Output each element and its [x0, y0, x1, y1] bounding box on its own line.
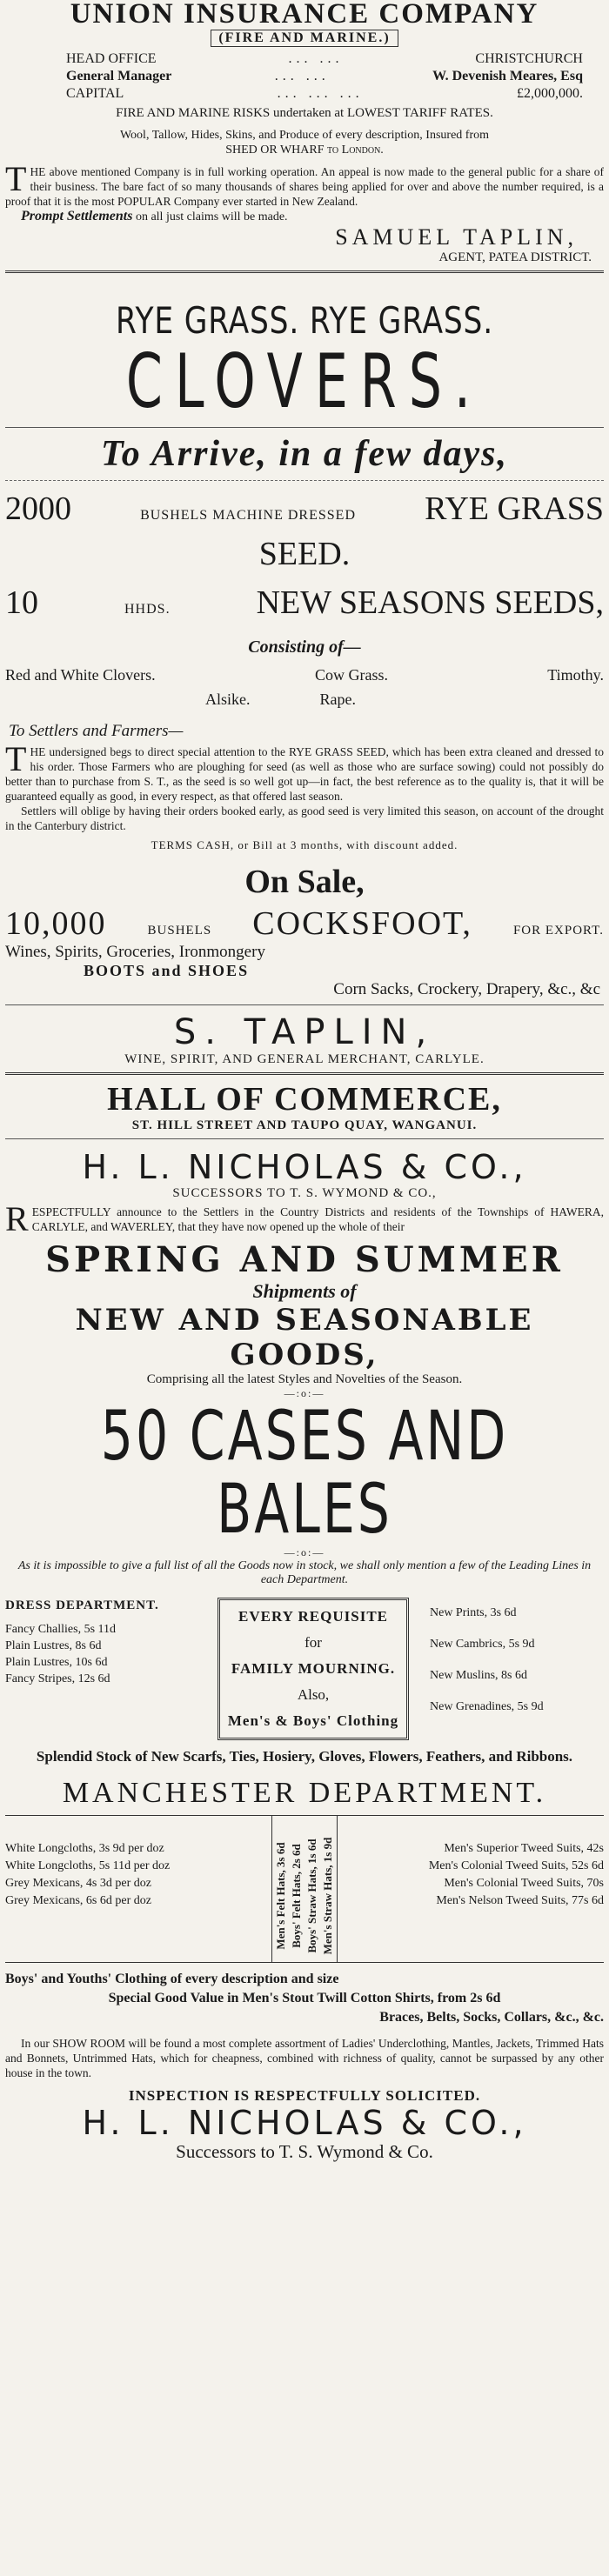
divider — [5, 1004, 604, 1005]
merchant-role: WINE, SPIRIT, AND GENERAL MERCHANT, CARLYLE. — [124, 1052, 485, 1066]
print-item: New Muslins, 8s 6d — [430, 1669, 528, 1682]
hall-of-commerce-ad — [5, 1080, 604, 2163]
company-name-footer: H. L. NICHOLAS & CO., — [82, 2104, 527, 2142]
prompt-settlements: Prompt Settlements — [21, 209, 133, 224]
hall-intro-text: ESPECTFULLY announce to the Settlers in the Country Districts and residents of the Townships of HAWERA, CARLYLE, and WAVERLEY, that they have now opened up the whole of their — [31, 1205, 604, 1233]
wines-line: Wines, Spirits, Groceries, Ironmongery — [5, 943, 265, 961]
seed-item: Timothy. — [547, 666, 604, 684]
union-body-text: HE above mentioned Company is in full working operation. An appeal is now made to the general public for a share of their business. The bare fact of so many thousands of shares being applied for over and above the number required, is a proof that it is the most POPULAR Company ever started in New Zealand. — [5, 165, 604, 208]
seed-items-row — [5, 663, 604, 687]
office-dots: ... ... — [288, 51, 344, 66]
rye-heading: RYE GRASS. RYE GRASS. — [115, 299, 494, 342]
man-item: Men's Colonial Tweed Suits, 52s 6d — [428, 1859, 604, 1872]
mourning-line: for — [304, 1634, 322, 1651]
company-name: H. L. NICHOLAS & CO., — [82, 1148, 527, 1186]
settlers-body2: Settlers will oblige by having their orders booked early, as good seed is very limited this season, on account of the drought in the Canterbury district. — [5, 804, 604, 832]
union-title: UNION INSURANCE COMPANY — [70, 0, 539, 30]
inspection-line: INSPECTION IS RESPECTFULLY SOLICITED. — [128, 2087, 481, 2104]
qty-number: 10,000 — [5, 905, 107, 942]
qty-unit: HHDS. — [124, 602, 171, 617]
qty-unit: BUSHELS — [147, 924, 212, 938]
drop-cap: T — [5, 739, 27, 778]
rye-line-2000 — [5, 490, 604, 535]
seed-item: Cow Grass. — [314, 666, 388, 684]
drop-cap: R — [5, 1199, 29, 1238]
section-divider — [5, 1072, 604, 1075]
hall-address: ST. HILL STREET AND TAUPO QUAY, WANGANUI. — [131, 1118, 478, 1132]
office-label: General Manager — [66, 69, 172, 83]
impossible-note: As it is impossible to give a full list of all the Goods now in stock, we shall only mention a few of the Leading Lines in each Department. — [17, 1559, 592, 1586]
man-item: Men's Nelson Tweed Suits, 77s 6d — [436, 1894, 604, 1907]
divider — [5, 480, 604, 481]
hats-column — [271, 1816, 338, 1962]
hall-intro — [5, 1199, 604, 1238]
prints-list — [430, 1598, 604, 1723]
union-wool-line: Wool, Tallow, Hides, Skins, and Produce of every description, Insured from — [119, 129, 490, 142]
product-name: NEW SEASONS SEEDS, — [256, 584, 604, 621]
seed-item: Red and White Clovers. — [5, 666, 156, 684]
dress-item: Fancy Stripes, 12s 6d — [5, 1672, 110, 1685]
spring-summer-heading: SPRING AND SUMMER — [45, 1239, 564, 1280]
successors-line: SUCCESSORS TO T. S. WYMOND & CO., — [172, 1186, 437, 1200]
shipments-heading: Shipments of — [252, 1280, 357, 1302]
divider — [5, 1138, 604, 1139]
dress-department — [5, 1598, 604, 1740]
dress-item: Plain Lustres, 10s 6d — [5, 1656, 108, 1669]
mourning-line: Also, — [297, 1686, 330, 1703]
suits-list — [369, 1816, 604, 1962]
office-label: HEAD OFFICE — [66, 51, 157, 66]
dress-heading: DRESS DEPARTMENT. — [5, 1598, 159, 1612]
dress-item: Plain Lustres, 8s 6d — [5, 1639, 102, 1652]
longcloth-list — [5, 1816, 240, 1962]
rye-line-10 — [5, 584, 604, 629]
fifty-cases-heading: 50 CASES AND BALES — [100, 1398, 509, 1549]
mourning-line: EVERY REQUISITE — [238, 1608, 388, 1625]
office-label: CAPITAL — [66, 86, 124, 101]
ornament: —:o:— — [284, 1387, 325, 1399]
special-line: Special Good Value in Men's Stout Twill Cotton Shirts, from 2s 6d — [108, 1991, 501, 2005]
office-value: CHRISTCHURCH — [475, 51, 583, 66]
successors-footer: Successors to T. S. Wymond & Co. — [176, 2141, 433, 2162]
office-dots: ... ... — [274, 69, 330, 83]
splendid-stock: Splendid Stock of New Scarfs, Ties, Hosiery, Gloves, Flowers, Feathers, and Ribbons. — [36, 1748, 573, 1765]
on-sale-heading: On Sale, — [244, 864, 365, 900]
hall-title: HALL OF COMMERCE, — [107, 1081, 502, 1118]
office-row — [66, 85, 583, 103]
hat-item: Men's Straw Hats, 1s 9d — [321, 1837, 334, 1955]
union-body — [5, 159, 604, 209]
union-wool-line2: SHED OR WHARF to London. — [225, 143, 384, 157]
prompt-rest: on all just claims will be made. — [135, 210, 288, 224]
mourning-line: Men's & Boys' Clothing — [227, 1712, 399, 1729]
man-item: Men's Superior Tweed Suits, 42s — [444, 1842, 604, 1855]
print-item: New Prints, 3s 6d — [430, 1606, 517, 1619]
qty-number: 10 — [5, 584, 38, 621]
union-office-table — [5, 47, 604, 103]
qty-number: 2000 — [5, 491, 71, 527]
export-note: FOR EXPORT. — [512, 924, 604, 938]
clovers-heading: CLOVERS. — [125, 338, 484, 425]
new-seasonable-heading: NEW AND SEASONABLE GOODS, — [75, 1303, 534, 1372]
terms: TERMS CASH, or Bill at 3 months, with discount added. — [151, 838, 458, 851]
boys-clothing — [5, 1970, 604, 2027]
hat-item: Boys' Felt Hats, 2s 6d — [290, 1844, 303, 1948]
manchester-heading: MANCHESTER DEPARTMENT. — [62, 1777, 547, 1809]
man-item: White Longcloths, 5s 11d per doz — [5, 1859, 171, 1872]
seed-item: Rape. — [319, 691, 356, 708]
cocksfoot-line — [5, 904, 604, 943]
union-insurance-ad — [5, 0, 604, 265]
union-wool — [5, 128, 604, 157]
man-item: Grey Mexicans, 6s 6d per doz — [5, 1894, 151, 1907]
settlers-heading: To Settlers and Farmers— — [9, 722, 184, 740]
union-prompt-line — [5, 209, 604, 224]
settlers-body — [5, 739, 604, 804]
office-value: £2,000,000. — [517, 86, 583, 101]
dress-list — [5, 1598, 197, 1687]
dress-item: Fancy Challies, 5s 11d — [5, 1623, 117, 1636]
product-name: RYE GRASS — [425, 491, 604, 527]
agent-name: SAMUEL TAPLIN, — [335, 224, 578, 250]
show-room: In our SHOW ROOM will be found a most complete assortment of Ladies' Underclothing, Mantles, Jackets, Trimmed Hats and Bonnets, Untrimmed Hats, which for cheapness, combined with richness of quality, cannot be surpassed by any other house in the town. — [5, 2037, 604, 2079]
qty-unit: BUSHELS MACHINE DRESSED — [140, 508, 356, 523]
product-name-cont: SEED. — [258, 536, 351, 572]
section-divider — [5, 270, 604, 273]
man-item: White Longcloths, 3s 9d per doz — [5, 1842, 164, 1855]
boys-line: Boys' and Youths' Clothing of every description and size — [5, 1972, 339, 1986]
comprising-line: Comprising all the latest Styles and Novelties of the Season. — [146, 1372, 463, 1386]
braces-line: Braces, Belts, Socks, Collars, &c., &c. — [379, 2010, 604, 2025]
mourning-box — [218, 1598, 409, 1740]
rye-grass-ad — [5, 299, 604, 1067]
union-subtitle: (FIRE AND MARINE.) — [211, 30, 398, 47]
fifty-cases-wrap — [5, 1398, 604, 1549]
office-row — [66, 68, 583, 85]
boots-line: BOOTS and SHOES — [84, 962, 250, 979]
hat-item: Boys' Straw Hats, 1s 6d — [305, 1839, 318, 1953]
man-item: Grey Mexicans, 4s 3d per doz — [5, 1877, 151, 1890]
seed-item: Alsike. — [205, 691, 251, 708]
arrive-heading: To Arrive, in a few days, — [100, 434, 509, 474]
settlers-body-text: HE undersigned begs to direct special attention to the RYE GRASS SEED, which has been extra cleaned and dressed to his order. Those Farmers who are ploughing for seed (as well as those who are surface sowing) could not possibly do better than to purchase from S. T., as the seed is so well got up—in fact, the best reference as to the quality is, that it will be guaranteed equally as good, in every respect, as that offered last season. — [5, 745, 604, 803]
office-dots: ... ... ... — [277, 86, 364, 101]
print-item: New Cambrics, 5s 9d — [430, 1638, 535, 1651]
hat-item: Men's Felt Hats, 3s 6d — [274, 1842, 287, 1950]
merchant-name: S. TAPLIN, — [173, 1012, 436, 1052]
mourning-line: FAMILY MOURNING. — [231, 1660, 396, 1677]
union-risks: FIRE AND MARINE RISKS undertaken at LOWEST TARIFF RATES. — [116, 106, 493, 120]
drop-cap: T — [5, 159, 27, 198]
product-name: COCKSFOOT, — [252, 905, 472, 942]
man-item: Men's Colonial Tweed Suits, 70s — [444, 1877, 604, 1890]
print-item: New Grenadines, 5s 9d — [430, 1700, 544, 1713]
agent-role: AGENT, PATEA DISTRICT. — [438, 250, 592, 264]
consisting-heading: Consisting of— — [248, 637, 361, 657]
seed-items-row — [5, 687, 604, 711]
office-value: W. Devenish Meares, Esq — [432, 69, 583, 83]
corn-line: Corn Sacks, Crockery, Drapery, &c., &c — [333, 980, 600, 998]
divider — [5, 427, 604, 428]
ornament: —:o:— — [284, 1546, 325, 1558]
office-row — [66, 50, 583, 68]
manchester-table — [5, 1815, 604, 1963]
